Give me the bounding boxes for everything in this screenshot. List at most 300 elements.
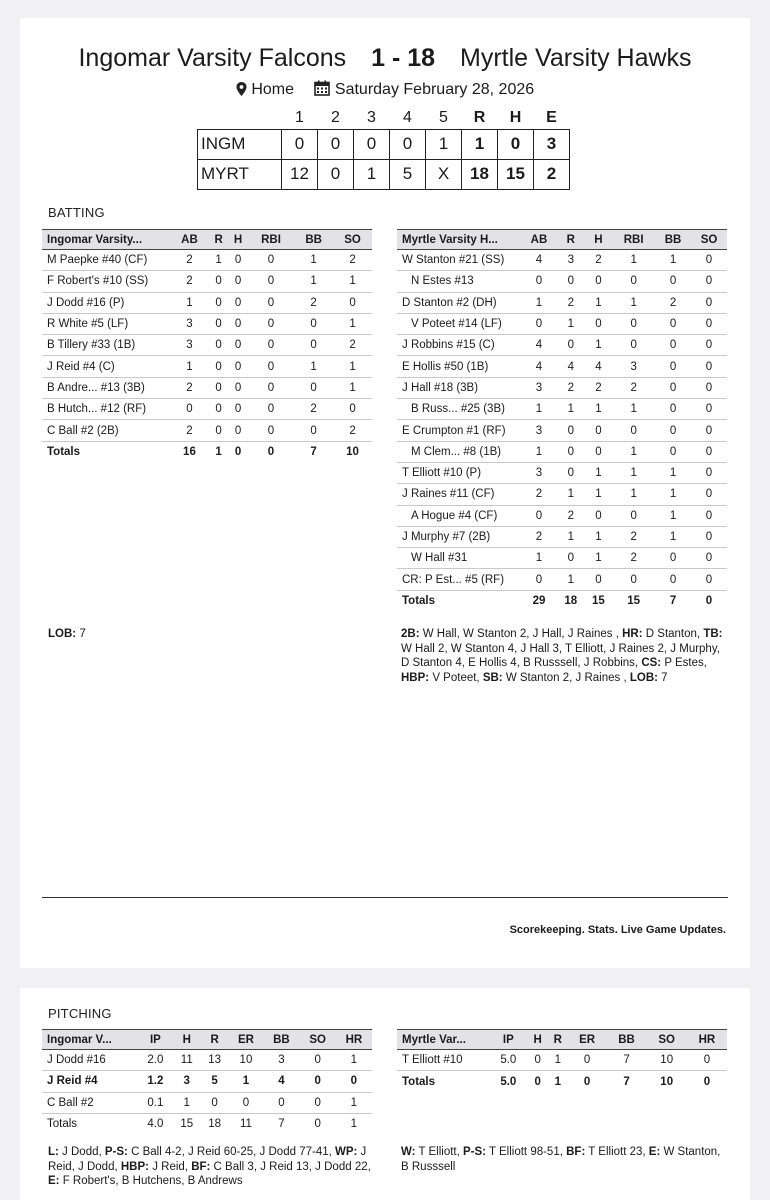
stat-cell: 5 [201,1071,229,1092]
stat-cell: 3 [612,356,655,377]
stat-cell: 1 [585,484,613,505]
stat-column-header: AB [170,230,209,250]
player-name: D Stanton #2 (DH) [397,292,521,313]
note-text: W Hall 2, W Stanton 4, J Hall 3, T Elliott, J Raines 2, J Murphy, D Stanton 4, E Hollis 4, B Russsell, J Robbins, [401,642,720,669]
stat-cell: 1 [612,484,655,505]
stat-cell: 0 [521,313,557,334]
note-text: W Stanton, B Russsell [401,1146,721,1173]
stat-cell: 0 [557,271,585,292]
player-row [397,420,727,441]
note-label: L: [48,1146,59,1158]
note-text: T Elliott 98-51, [486,1146,567,1158]
total-errors: 2 [534,159,570,189]
stat-cell: 1 [612,250,655,271]
stat-cell: 0 [229,1092,264,1113]
stat-cell: 0 [209,335,228,356]
table-header-row [42,1030,372,1050]
stat-cell: 0 [228,292,247,313]
stat-cell: 2 [333,420,372,441]
stat-cell: 10 [229,1050,264,1071]
player-row [42,1050,372,1071]
note-text: P Estes, [661,657,707,669]
totals-row [397,590,727,611]
stat-cell: 0 [557,420,585,441]
hits-header: H [509,108,522,126]
player-name: T Elliott #10 [397,1050,489,1071]
stat-cell: 0 [691,484,727,505]
stat-cell: 0 [691,377,727,398]
player-row [397,441,727,462]
stat-column-header: HR [687,1030,727,1050]
linescore-table [197,107,570,190]
note-label: BF: [191,1160,211,1173]
stat-cell: 0 [691,335,727,356]
stat-cell: 1 [333,356,372,377]
linescore-row-away [198,129,570,159]
home-pitching-table [397,1029,727,1092]
stat-cell: 3 [521,377,557,398]
stat-cell: 0 [691,313,727,334]
lob-label: LOB: [48,628,77,640]
stat-cell: 2 [170,250,209,271]
stat-column-header: BB [294,230,333,250]
note-label: 2B: [401,628,420,640]
stat-column-header: R [548,1030,568,1050]
location-label: Home [251,81,294,98]
stat-cell: 2 [170,420,209,441]
player-name: J Dodd #16 [42,1050,138,1071]
stat-cell: 0 [687,1050,727,1071]
player-name: B Andre... #13 (3B) [42,377,170,398]
stat-cell: 1 [585,335,613,356]
note-label: BF: [566,1146,586,1158]
game-date: Saturday February 28, 2026 [334,81,535,98]
stat-column-header: SO [647,1030,687,1050]
stat-cell: 0 [691,548,727,569]
note-label: WP: [335,1146,358,1158]
stat-cell: 2 [585,250,613,271]
stat-cell: 2.0 [138,1050,173,1071]
stat-cell: 4 [521,335,557,356]
stat-cell: 0 [655,569,691,590]
stat-cell: 0 [521,505,557,526]
stat-cell: 4 [557,356,585,377]
inning-score: X [426,159,462,189]
stat-cell: 2 [170,271,209,292]
inning-score: 1 [354,159,390,189]
player-name: T Elliott #10 (P) [397,462,521,483]
stat-column-header: HR [336,1030,372,1050]
inning-score: 1 [426,129,462,159]
stat-cell: 0 [209,313,228,334]
errors-header: E [546,108,557,126]
stat-column-header: BB [263,1030,299,1050]
stat-cell: 3 [173,1071,201,1092]
stat-cell: 0 [557,441,585,462]
stat-cell: 1 [557,526,585,547]
total-cell: 0 [234,446,242,459]
stat-column-header: R [201,1030,229,1050]
note-text: W Hall, W Stanton 2, J Hall, J Raines , [419,628,623,640]
stat-cell: 2 [612,548,655,569]
stat-cell: 0 [557,548,585,569]
stat-cell: 0 [585,313,613,334]
stat-cell: 0 [612,505,655,526]
note-label: E: [648,1146,661,1158]
table-header-row [397,230,727,250]
player-row [42,420,372,441]
stat-column-header: IP [138,1030,173,1050]
stat-column-header: AB [521,230,557,250]
stat-cell: 1 [557,399,585,420]
player-row [42,1092,372,1113]
home-team-name: Myrtle Varsity Hawks [460,44,692,72]
away-pitching-notes [48,1145,378,1189]
total-cell: 10 [660,1075,674,1088]
stat-cell: 2 [294,399,333,420]
stat-cell: 1 [294,356,333,377]
total-runs: 18 [462,159,498,189]
note-text: T Elliott, [415,1146,463,1158]
stat-cell: 1 [585,462,613,483]
player-name: F Robert's #10 (SS) [42,271,170,292]
stat-cell: 0 [170,399,209,420]
player-row [42,399,372,420]
stat-cell: 0 [248,271,294,292]
stat-cell: 2 [333,250,372,271]
stat-cell: 0 [691,250,727,271]
stat-cell: 2 [557,377,585,398]
total-cell: 18 [208,1118,222,1131]
stat-cell: 0 [248,420,294,441]
stat-column-header: BB [655,230,691,250]
away-team-name: Ingomar Varsity Falcons [78,44,347,72]
stat-cell: 0 [612,335,655,356]
player-name: W Stanton #21 (SS) [397,250,521,271]
game-info [20,80,750,99]
runs-header: R [473,108,486,126]
stat-cell: 13 [201,1050,229,1071]
note-label: HR: [622,628,643,640]
note-label: HBP: [401,671,430,684]
total-cell: 11 [239,1118,252,1131]
player-row [397,526,727,547]
home-batting-notes [401,627,731,685]
stat-column-header: ER [568,1030,607,1050]
stat-cell: 0 [300,1071,336,1092]
totals-row [397,1071,727,1092]
player-name: M Clem... #8 (1B) [397,441,521,462]
pitching-card [20,988,750,1200]
stat-cell: 0 [585,420,613,441]
batting-section-label: BATTING [48,205,105,220]
note-text: T Elliott 23, [585,1146,649,1158]
stat-cell: 0 [691,441,727,462]
note-text: F Robert's, B Hutchens, B Andrews [59,1175,243,1187]
stat-cell: 1 [521,441,557,462]
player-row [42,335,372,356]
inning-header: 1 [295,108,304,126]
stat-cell: 0 [568,1050,607,1071]
stat-cell: 0 [336,1071,372,1092]
stat-cell: 2 [521,484,557,505]
player-name: J Dodd #16 (P) [42,292,170,313]
stat-cell: 0 [248,292,294,313]
stat-cell: 1 [612,399,655,420]
stat-cell: 0 [655,271,691,292]
total-hits: 0 [498,129,534,159]
player-name: J Reid #4 (C) [42,356,170,377]
stat-cell: 0.1 [138,1092,173,1113]
stat-cell: 0 [209,399,228,420]
total-cell: 10 [346,446,359,459]
stat-cell: 0 [691,420,727,441]
stat-cell: 1 [585,399,613,420]
game-title [20,44,750,73]
stat-cell: 0 [585,441,613,462]
lob-value: 7 [79,628,86,640]
stat-cell: 1 [521,548,557,569]
stat-cell: 1 [557,484,585,505]
stat-column-header: SO [333,230,372,250]
stat-cell: 2 [557,505,585,526]
stat-cell: 7 [606,1050,646,1071]
stat-cell: 1 [229,1071,264,1092]
stat-cell: 0 [333,292,372,313]
note-text: J Reid, J Dodd, [48,1146,367,1173]
stat-cell: 0 [585,271,613,292]
player-name: C Ball #2 (2B) [42,420,170,441]
total-cell: 0 [534,1075,541,1088]
stat-cell: 0 [691,569,727,590]
stat-cell: 1 [612,292,655,313]
stat-cell: 0 [209,292,228,313]
calendar-icon [314,80,330,96]
stat-cell: 0 [248,399,294,420]
stat-cell: 0 [228,313,247,334]
stat-cell: 0 [228,399,247,420]
stat-cell: 0 [557,462,585,483]
inning-score: 0 [282,129,318,159]
stat-cell: 0 [691,292,727,313]
stat-cell: 1 [655,505,691,526]
stat-cell: 0 [228,271,247,292]
player-name: B Hutch... #12 (RF) [42,399,170,420]
stat-cell: 0 [201,1092,229,1113]
total-cell: 29 [532,595,546,608]
inning-score: 0 [318,129,354,159]
total-cell: 18 [564,595,578,608]
player-row [397,313,727,334]
note-label: TB: [703,628,723,640]
player-name: CR: P Est... #5 (RF) [397,569,521,590]
stat-cell: 0 [300,1092,336,1113]
stat-cell: 0 [655,399,691,420]
stat-cell: 0 [691,356,727,377]
away-batting-notes [48,627,86,642]
stat-cell: 0 [209,377,228,398]
totals-label: Totals [402,1075,436,1088]
player-row [42,377,372,398]
stat-column-header: RBI [612,230,655,250]
team-column-header: Ingomar V... [42,1030,138,1050]
stat-cell: 0 [612,313,655,334]
total-cell: 15 [592,595,605,608]
stat-cell: 4 [521,250,557,271]
player-name: B Russ... #25 (3B) [397,399,521,420]
map-pin-icon [236,82,247,96]
player-row [42,313,372,334]
stat-column-header: R [209,230,228,250]
player-row [397,505,727,526]
player-row [42,271,372,292]
player-row [397,569,727,590]
stat-cell: 0 [294,335,333,356]
player-row [397,1050,727,1071]
player-name: B Tillery #33 (1B) [42,335,170,356]
note-label: SB: [482,671,503,684]
stat-cell: 1 [333,271,372,292]
player-name: R White #5 (LF) [42,313,170,334]
stat-cell: 3 [521,420,557,441]
total-cell: 0 [703,1075,711,1088]
stat-cell: 0 [655,548,691,569]
total-errors: 3 [534,129,570,159]
pitching-section-label: PITCHING [48,1006,112,1021]
linescore-row-home [198,159,570,189]
stat-cell: 0 [300,1050,336,1071]
total-cell: 1 [350,1118,358,1131]
total-cell: 0 [267,446,275,459]
player-row [397,548,727,569]
player-row [42,1071,372,1092]
note-text: 7 [657,671,668,684]
note-text: J Reid, [149,1160,192,1173]
stat-cell: 2 [557,292,585,313]
stat-cell: 0 [612,271,655,292]
stat-cell: 0 [585,569,613,590]
total-cell: 4.0 [147,1118,164,1131]
stat-cell: 1 [585,526,613,547]
player-row [397,399,727,420]
stat-cell: 1 [585,548,613,569]
inning-score: 12 [282,159,318,189]
stat-cell: 3 [170,335,209,356]
linescore-team: MYRT [198,159,282,189]
stat-cell: 1 [557,313,585,334]
stat-cell: 1 [655,462,691,483]
stat-cell: 1 [333,313,372,334]
stat-cell: 0 [655,335,691,356]
note-text: J Dodd, [58,1146,105,1158]
totals-label: Totals [402,595,436,608]
inning-score: 0 [354,129,390,159]
stat-column-header: RBI [248,230,294,250]
stat-cell: 3 [521,462,557,483]
total-cell: 7 [310,446,317,459]
team-column-header: Ingomar Varsity... [42,230,170,250]
stat-cell: 0 [655,356,691,377]
stat-cell: 0 [248,250,294,271]
player-name: W Hall #31 [397,548,521,569]
stat-column-header: H [228,230,247,250]
stat-cell: 1 [333,377,372,398]
player-row [42,292,372,313]
stat-cell: 0 [612,569,655,590]
player-name: J Reid #4 [42,1071,138,1092]
stat-cell: 1 [585,292,613,313]
inning-score: 0 [318,159,354,189]
stat-column-header: SO [691,230,727,250]
stat-cell: 2 [521,526,557,547]
away-pitching-table [42,1029,372,1135]
note-text: V Poteet, [429,671,483,684]
stat-cell: 0 [691,462,727,483]
totals-label: Totals [47,1118,78,1131]
stat-cell: 0 [209,356,228,377]
note-text: C Ball 4-2, J Reid 60-25, J Dodd 77-41, [127,1146,335,1158]
stat-cell: 1 [655,484,691,505]
divider [42,897,728,898]
player-row [397,292,727,313]
note-label: CS: [641,657,662,669]
stat-cell: 2 [585,377,613,398]
stat-cell: 1 [336,1050,372,1071]
total-cell: 1 [554,1075,561,1088]
player-row [42,250,372,271]
home-batting-table [397,229,727,612]
stat-column-header: H [173,1030,201,1050]
player-row [42,356,372,377]
player-row [397,484,727,505]
player-row [397,377,727,398]
stat-cell: 2 [612,377,655,398]
stat-cell: 1 [655,526,691,547]
stat-column-header: H [585,230,613,250]
stat-cell: 2 [612,526,655,547]
stat-cell: 0 [691,271,727,292]
inning-score: 0 [390,129,426,159]
stat-cell: 0 [585,505,613,526]
stat-cell: 3 [263,1050,299,1071]
stat-cell: 0 [294,420,333,441]
stat-cell: 1 [557,569,585,590]
note-text: D Stanton, [642,628,704,640]
player-name: J Murphy #7 (2B) [397,526,521,547]
stat-cell: 0 [228,335,247,356]
stat-cell: 0 [209,420,228,441]
note-text: W Stanton 2, J Raines , [502,671,630,684]
note-label: LOB: [629,671,658,684]
stat-cell: 0 [655,420,691,441]
player-row [397,250,727,271]
stat-cell: 0 [521,271,557,292]
stat-column-header: IP [489,1030,528,1050]
stat-cell: 0 [612,420,655,441]
stat-column-header: SO [300,1030,336,1050]
total-runs: 1 [462,129,498,159]
note-label: P-S: [463,1146,486,1158]
stat-cell: 0 [655,313,691,334]
stat-cell: 0 [209,271,228,292]
table-header-row [42,230,372,250]
total-cell: 5.0 [500,1075,517,1088]
total-cell: 7 [623,1075,630,1088]
total-cell: 0 [583,1075,591,1088]
player-name: J Robbins #15 (C) [397,335,521,356]
stat-cell: 1 [294,271,333,292]
player-name: E Hollis #50 (1B) [397,356,521,377]
